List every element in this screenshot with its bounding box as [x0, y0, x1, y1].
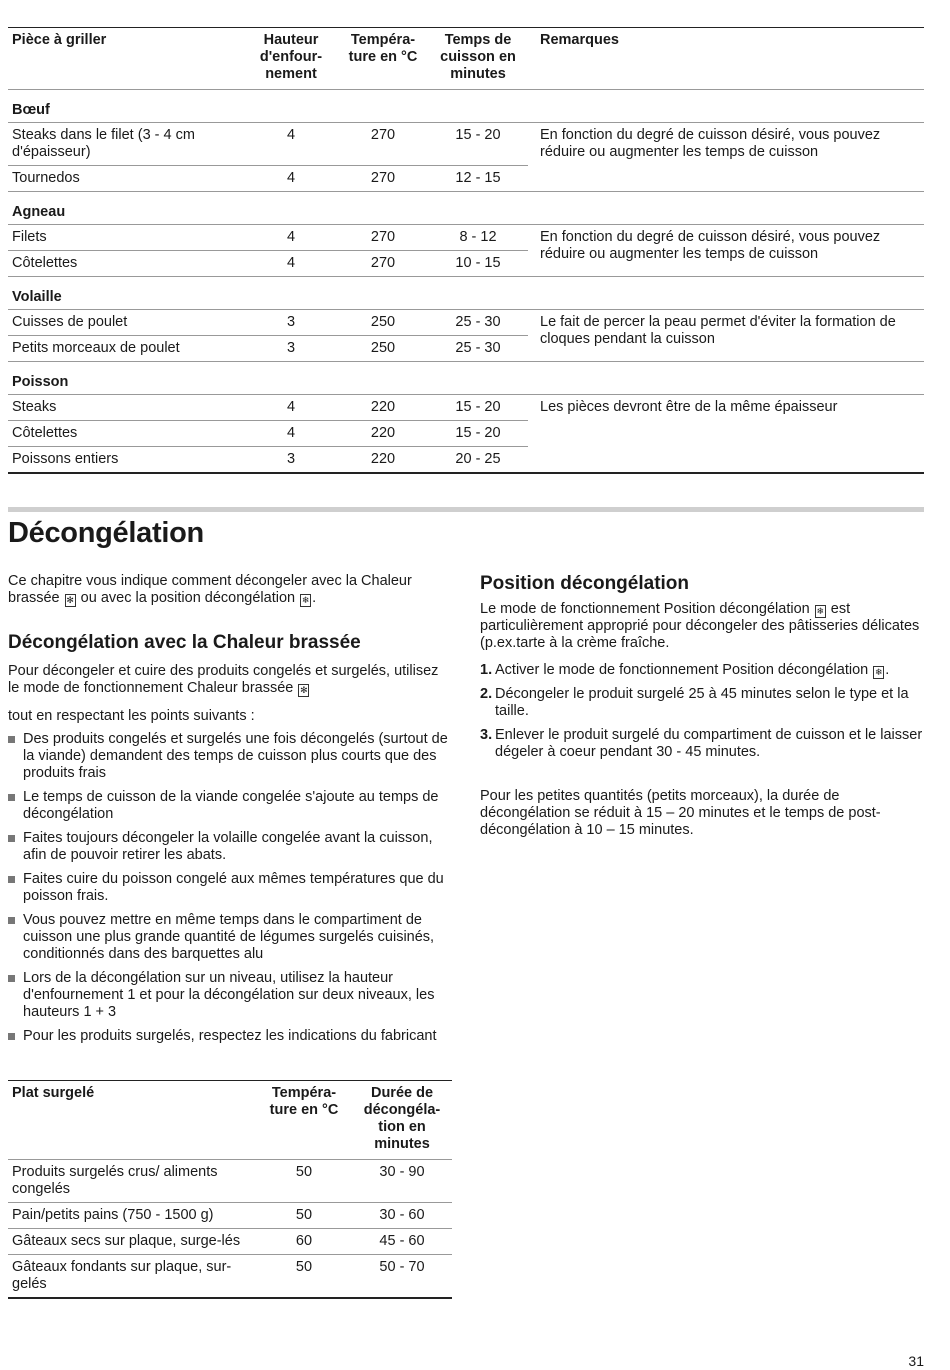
step-number: 3.	[480, 727, 493, 743]
cell-hauteur: 3	[286, 340, 296, 356]
cell-temp: 50	[256, 1203, 352, 1229]
right-heading: Position décongélation	[480, 573, 690, 594]
bullet-icon	[8, 1033, 15, 1040]
bullet-icon	[8, 917, 15, 924]
header-remarques: Remarques	[528, 28, 924, 90]
defrost-icon: ❄	[301, 595, 310, 605]
category-row	[8, 90, 924, 123]
table-row	[8, 225, 924, 251]
table-row	[8, 395, 924, 421]
cell-remark: En fonction du degré de cuisson désiré, vous pouvez réduire ou augmenter les temps de cuisson	[540, 229, 881, 262]
header-temps: Temps de cuisson en minutes	[428, 28, 528, 90]
table-row	[8, 1160, 452, 1203]
list-item-text: Faites cuire du poisson congelé aux mêmes températures que du poisson frais.	[23, 871, 444, 904]
cell-temps: 20 - 25	[455, 451, 501, 467]
step-end: .	[885, 662, 890, 678]
left-para1	[8, 663, 452, 697]
cell-piece: Tournedos	[12, 170, 80, 186]
cell-temps: 15 - 20	[428, 395, 528, 421]
step-item	[480, 686, 924, 720]
category-row	[8, 277, 924, 310]
cell-duree: 45 - 60	[352, 1229, 452, 1255]
fan-icon: ✻	[300, 685, 308, 695]
cell-hauteur: 4	[244, 395, 338, 421]
cell-hauteur: 4	[286, 170, 296, 186]
left-heading: Décongélation avec la Chaleur brassée	[8, 632, 361, 653]
step-item	[480, 662, 924, 679]
cell-hauteur: 3	[244, 310, 338, 336]
step-number: 1.	[480, 662, 493, 678]
cell-temp: 270	[370, 170, 396, 186]
bullet-icon	[8, 835, 15, 842]
list-item-text: Vous pouvez mettre en même temps dans le compartiment de cuisson une plus grande quantité de légumes surgelés cuisinés, conditionnés dans des barquettes alu	[23, 912, 435, 962]
cell-temp: 250	[338, 310, 428, 336]
category-name: Poisson	[8, 362, 924, 395]
cell-temps: 25 - 30	[428, 310, 528, 336]
right-para1-a: Le mode de fonctionnement Position décongélation	[480, 601, 810, 617]
cell-temps: 15 - 20	[428, 421, 528, 447]
bullet-icon	[8, 794, 15, 801]
header-temperature: Tempéra-ture en °C	[338, 28, 428, 90]
frozen-table-header	[8, 1081, 452, 1160]
list-item	[8, 731, 452, 782]
cell-piece: Petits morceaux de poulet	[12, 340, 180, 356]
step-text: Décongeler le produit surgelé 25 à 45 minutes selon le type et la taille.	[495, 686, 909, 719]
table-row	[8, 1203, 452, 1229]
cell-hauteur: 4	[244, 123, 338, 166]
cell-hauteur: 4	[244, 421, 338, 447]
bullet-icon	[8, 975, 15, 982]
cell-piece: Côtelettes	[8, 421, 244, 447]
bullet-icon	[8, 876, 15, 883]
category-row	[8, 192, 924, 225]
grill-table-header	[8, 28, 924, 90]
category-name: Agneau	[8, 192, 924, 225]
list-item	[8, 830, 452, 864]
cell-hauteur: 4	[286, 255, 296, 271]
cell-temp: 220	[338, 395, 428, 421]
intro-paragraph	[8, 573, 452, 607]
grill-table	[8, 27, 924, 474]
step-item	[480, 727, 924, 761]
cell-duree: 30 - 60	[352, 1203, 452, 1229]
intro-end: .	[312, 590, 317, 606]
cell-remark: En fonction du degré de cuisson désiré, vous pouvez réduire ou augmenter les temps de cuisson	[540, 127, 881, 160]
defrost-icon: ❄	[874, 667, 883, 677]
cell-temps: 12 - 15	[455, 170, 501, 186]
step-text: Activer le mode de fonctionnement Position décongélation	[495, 662, 869, 678]
intro-text-b: ou avec la position décongélation	[80, 590, 296, 606]
list-item-text: Pour les produits surgelés, respectez les indications du fabricant	[23, 1028, 437, 1044]
list-item	[8, 1028, 452, 1045]
cell-piece: Poissons entiers	[12, 451, 119, 467]
header-hauteur: Hauteur d'enfour-nement	[244, 28, 338, 90]
list-item	[8, 970, 452, 1021]
category-name: Bœuf	[8, 90, 924, 123]
step-text: Enlever le produit surgelé du compartiment de cuisson et le laisser dégeler à coeur pendant 30 - 45 minutes.	[495, 727, 923, 760]
cell-piece: Steaks dans le filet (3 - 4 cm d'épaisseur)	[8, 123, 244, 166]
table-row	[8, 1229, 452, 1255]
cell-hauteur: 4	[244, 225, 338, 251]
bullet-list	[8, 731, 452, 1052]
list-item	[8, 789, 452, 823]
left-para1-text: Pour décongeler et cuire des produits congelés et surgelés, utilisez le mode de fonctionnement Chaleur brassée	[8, 663, 439, 696]
page-number: 31	[908, 1353, 924, 1369]
cell-temps: 10 - 15	[455, 255, 501, 271]
cell-piece: Filets	[8, 225, 244, 251]
cell-piece: Côtelettes	[12, 255, 78, 271]
cell-temps: 25 - 30	[455, 340, 501, 356]
left-para2: tout en respectant les points suivants :	[8, 708, 255, 724]
cell-temp: 50	[256, 1160, 352, 1203]
list-item	[8, 912, 452, 963]
cell-remark: Les pièces devront être de la même épaisseur	[540, 399, 838, 415]
cell-duree: 50 - 70	[379, 1259, 425, 1275]
section-title: Décongélation	[8, 517, 204, 549]
list-item-text: Des produits congelés et surgelés une fois décongelés (surtout de la viande) demandent des temps de cuisson plus courts que des produits frais	[23, 731, 448, 781]
header-piece: Pièce à griller	[8, 28, 244, 90]
bullet-icon	[8, 736, 15, 743]
cell-plat: Gâteaux secs sur plaque, surge-lés	[8, 1229, 256, 1255]
cell-remark: Le fait de percer la peau permet d'éviter la formation de cloques pendant la cuisson	[540, 314, 896, 347]
intro-text-a: Ce chapitre vous indique comment décongeler avec la Chaleur brassée	[8, 573, 412, 606]
cell-temp: 60	[256, 1229, 352, 1255]
cell-temps: 8 - 12	[428, 225, 528, 251]
cell-temp: 270	[338, 225, 428, 251]
cell-hauteur: 3	[286, 451, 296, 467]
cell-temp: 220	[370, 451, 396, 467]
cell-plat: Pain/petits pains (750 - 1500 g)	[8, 1203, 256, 1229]
header-temperature: Tempéra-ture en °C	[256, 1081, 352, 1160]
cell-piece: Steaks	[8, 395, 244, 421]
frozen-table	[8, 1080, 452, 1299]
cell-temps: 15 - 20	[428, 123, 528, 166]
cell-temp: 270	[338, 123, 428, 166]
steps-list	[480, 662, 924, 768]
header-duree: Durée de décongéla-tion en minutes	[352, 1081, 452, 1160]
list-item-text: Le temps de cuisson de la viande congelée s'ajoute au temps de décongélation	[23, 789, 439, 822]
cell-temp: 250	[370, 340, 396, 356]
cell-temp: 270	[370, 255, 396, 271]
right-para1	[480, 601, 924, 652]
category-name: Volaille	[8, 277, 924, 310]
cell-plat: Produits surgelés crus/ aliments congelés	[8, 1160, 256, 1203]
cell-duree: 30 - 90	[352, 1160, 452, 1203]
table-row	[8, 1255, 452, 1299]
step-number: 2.	[480, 686, 493, 702]
table-row	[8, 123, 924, 166]
header-plat: Plat surgelé	[8, 1081, 256, 1160]
cell-plat: Gâteaux fondants sur plaque, sur-gelés	[12, 1259, 232, 1292]
defrost-icon: ❄	[816, 606, 825, 616]
cell-temp: 50	[295, 1259, 313, 1275]
list-item-text: Lors de la décongélation sur un niveau, utilisez la hauteur d'enfournement 1 et pour la décongélation sur deux niveaux, les hauteurs 1 + 3	[23, 970, 435, 1020]
list-item-text: Faites toujours décongeler la volaille congelée avant la cuisson, afin de pouvoir retirer les abats.	[23, 830, 433, 863]
right-para2: Pour les petites quantités (petits morceaux), la durée de décongélation se réduit à 15 – 20 minutes et le temps de post-décongélation à 10 – 15 minutes.	[480, 788, 881, 838]
cell-temp: 220	[338, 421, 428, 447]
list-item	[8, 871, 452, 905]
right-para1-b: est particulièrement approprié pour décongeler des pâtisseries délicates (p.ex.tarte à la crème fraîche.	[480, 601, 920, 651]
fan-icon: ✻	[66, 595, 74, 605]
category-row	[8, 362, 924, 395]
cell-piece: Cuisses de poulet	[8, 310, 244, 336]
table-row	[8, 310, 924, 336]
section-divider	[8, 507, 924, 512]
